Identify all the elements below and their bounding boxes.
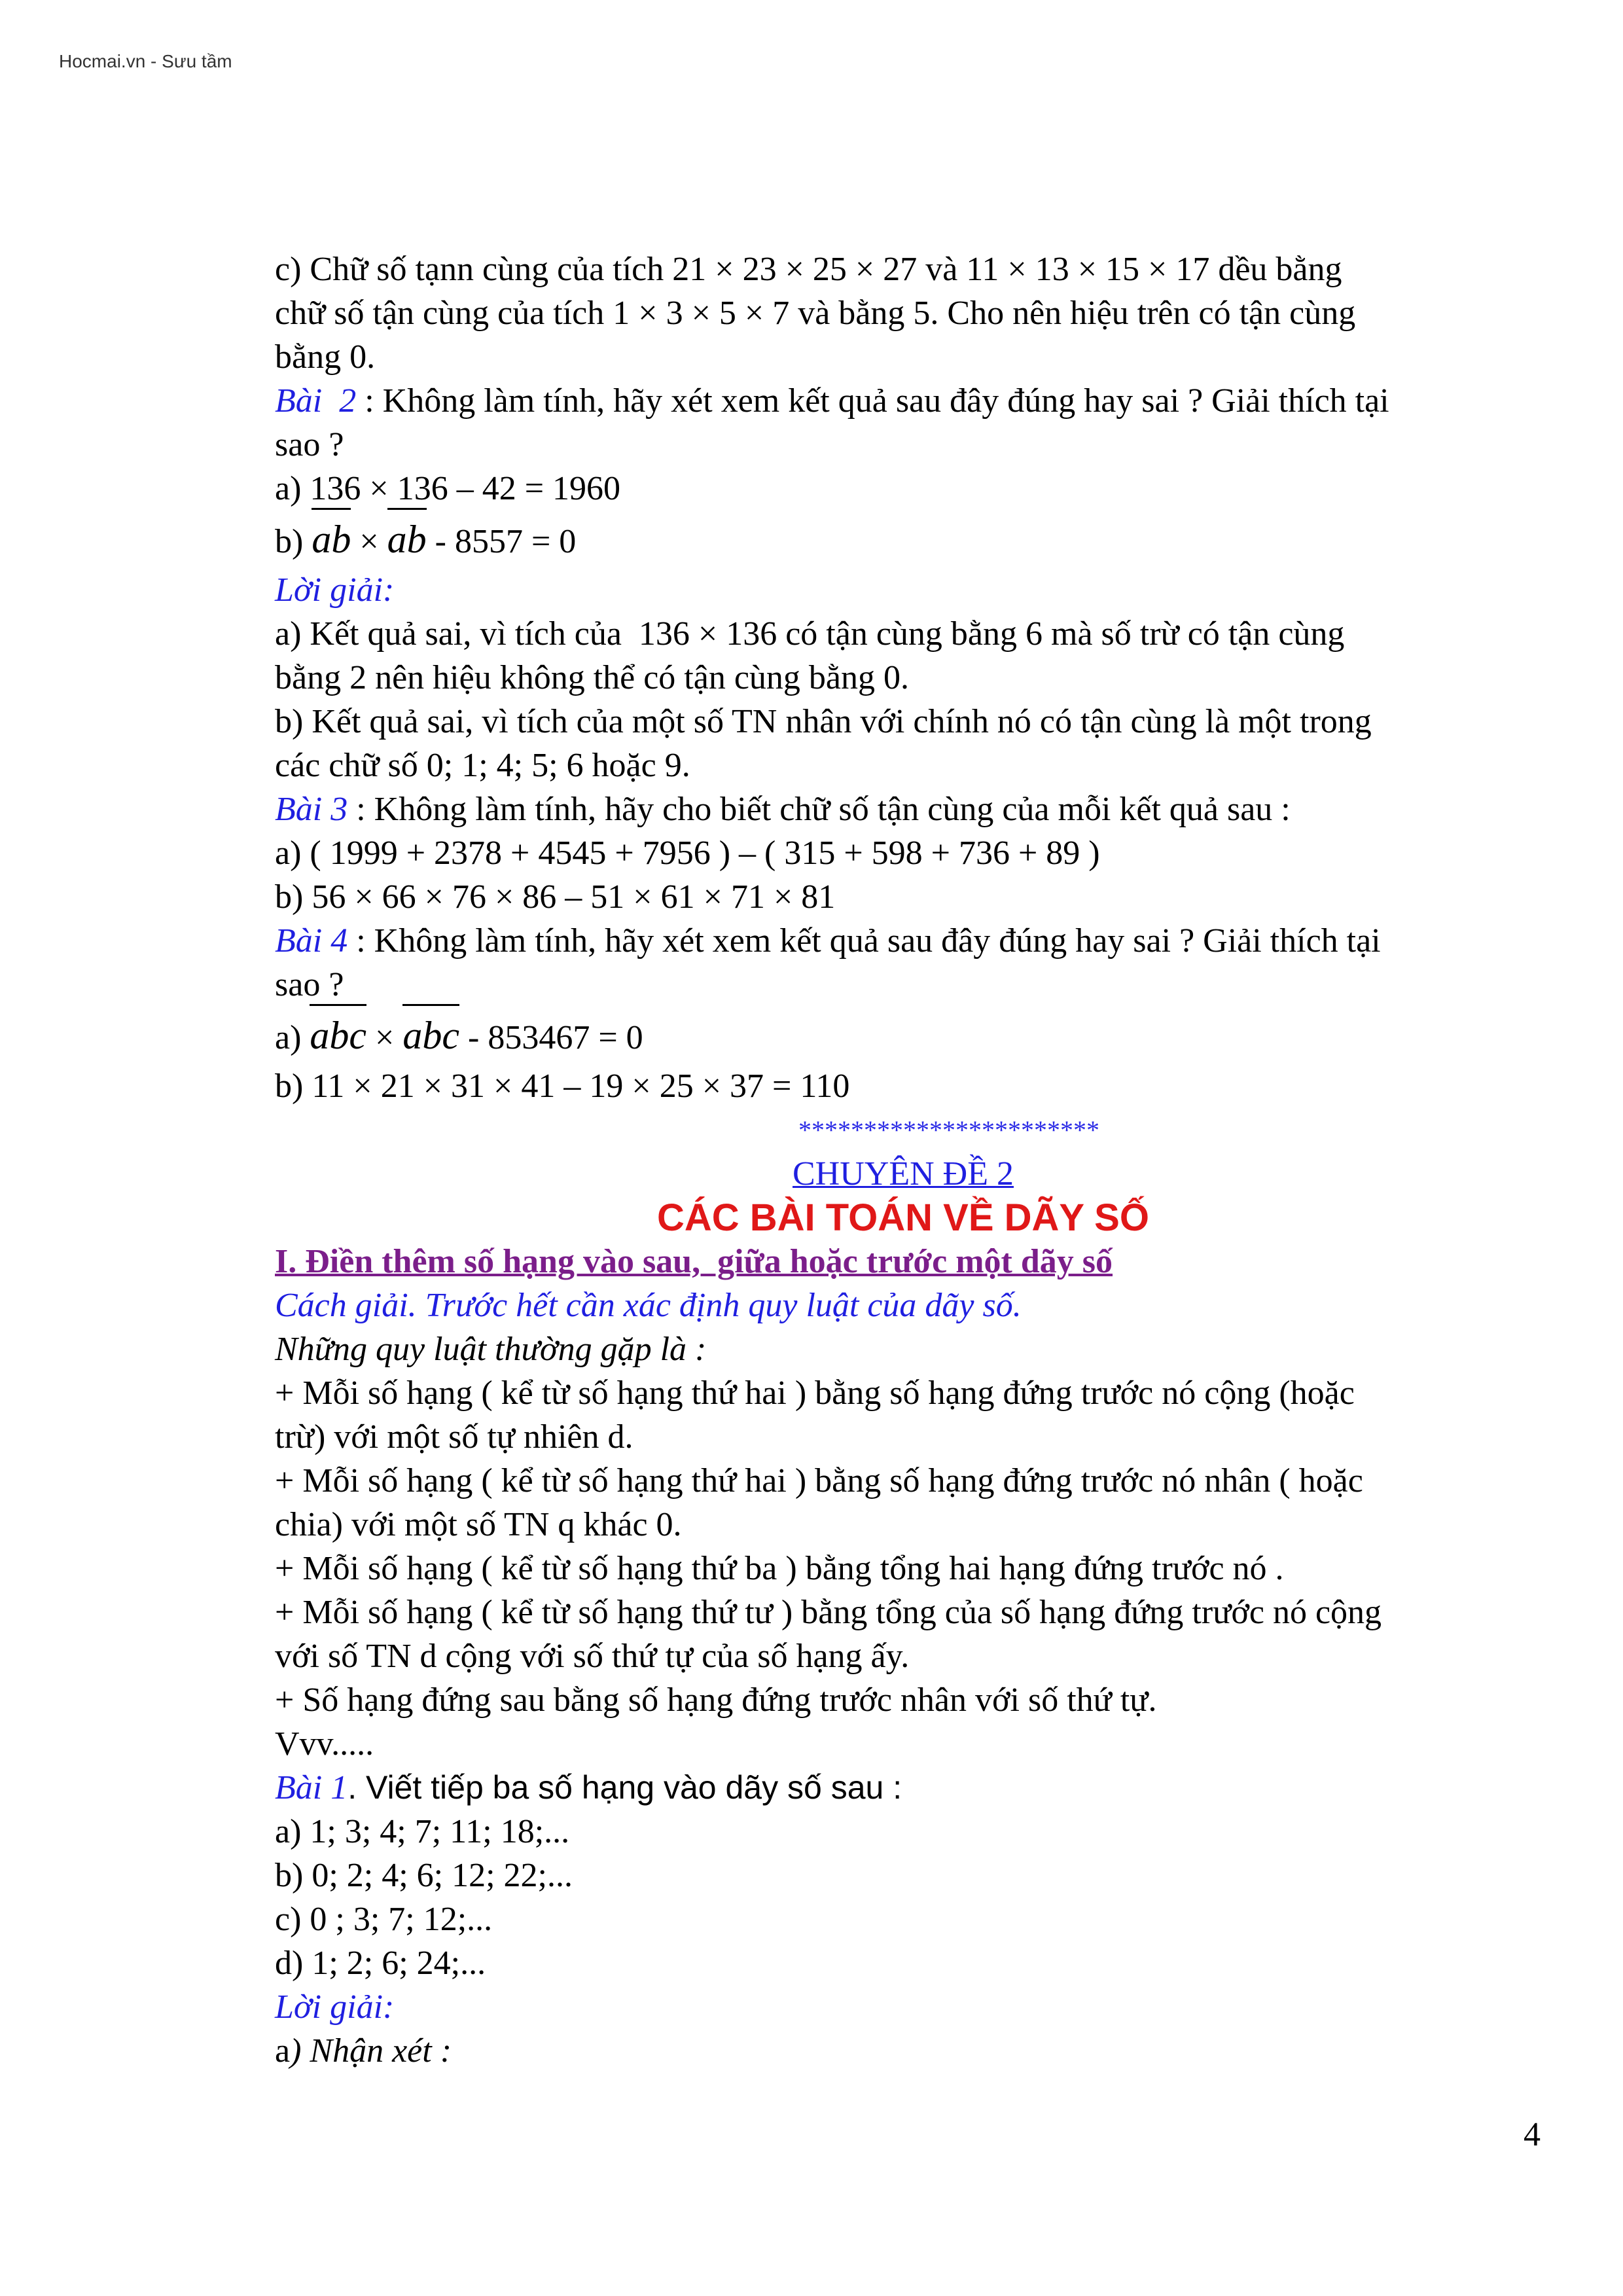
text-line: bằng 2 nên hiệu không thể có tận cùng bằng 0. bbox=[275, 659, 909, 696]
sequence-line: b) 0; 2; 4; 6; 12; 22;... bbox=[275, 1857, 573, 1894]
overlined-variable: ab bbox=[312, 511, 351, 565]
colon: : bbox=[383, 571, 395, 609]
exercise-text: : Không làm tính, hãy xét xem kết quả sau đây đúng hay sai ? Giải thích tại bbox=[365, 382, 1389, 420]
equation-line bbox=[275, 1007, 1531, 1064]
overlined-variable: ab bbox=[387, 511, 427, 565]
overlined-variable: abc bbox=[402, 1007, 459, 1062]
rule-line: + Mỗi số hạng ( kể từ số hạng thứ hai ) bằng số hạng đứng trước nó nhân ( hoặc bbox=[275, 1462, 1363, 1499]
equation-line: a) 136 × 136 – 42 = 1960 bbox=[275, 470, 621, 507]
exercise-text: . Viết tiếp ba số hạng vào dãy số sau : bbox=[348, 1769, 902, 1806]
text-line: chữ số tận cùng của tích 1 × 3 × 5 × 7 và bằng 5. Cho nên hiệu trên có tận cùng bbox=[275, 295, 1356, 332]
exercise-3-title bbox=[275, 787, 1531, 831]
exercise-text: : Không làm tính, hãy xét xem kết quả sau đây đúng hay sai ? Giải thích tại bbox=[348, 922, 1381, 960]
page-number: 4 bbox=[1524, 2116, 1541, 2153]
sequence-line: d) 1; 2; 6; 24;... bbox=[275, 1945, 486, 1982]
equation-line: a) ( 1999 + 2378 + 4545 + 7956 ) – ( 315 + 598 + 736 + 89 ) bbox=[275, 834, 1100, 872]
remark-line bbox=[275, 2029, 1531, 2073]
chapter-heading: CÁC BÀI TOÁN VỀ DÃY SỐ bbox=[657, 1196, 1149, 1239]
rule-line: với số TN d cộng với số thứ tự của số hạng ấy. bbox=[275, 1638, 910, 1675]
separator-stars: *********************** bbox=[798, 1115, 1099, 1145]
exercise-label: Bài 2 bbox=[275, 382, 365, 420]
exercise-label: Bài 4 bbox=[275, 922, 348, 960]
method-label: Cách giải bbox=[275, 1287, 408, 1324]
exercise-text: : Không làm tính, hãy cho biết chữ số tận cùng của mỗi kết quả sau : bbox=[348, 791, 1291, 828]
chapter-label: CHUYÊN ĐỀ 2 bbox=[793, 1155, 1014, 1193]
section-title: I. Điền thêm số hạng vào sau, giữa hoặc trước một dãy số bbox=[275, 1243, 1113, 1280]
eq-prefix: a) bbox=[275, 1019, 310, 1056]
section-title-line bbox=[275, 1240, 1531, 1283]
rule-line: chia) với một số TN q khác 0. bbox=[275, 1506, 682, 1543]
method-line bbox=[275, 1283, 1531, 1327]
times-sign: × bbox=[351, 523, 387, 560]
solution-label-text: Lời giải bbox=[275, 1988, 383, 2026]
equation-line bbox=[275, 511, 1531, 568]
equation-line: b) 56 × 66 × 76 × 86 – 51 × 61 × 71 × 81 bbox=[275, 878, 836, 916]
method-text: . Trước hết cần xác định quy luật của dãy số. bbox=[408, 1287, 1022, 1324]
document-body bbox=[275, 247, 1531, 2073]
rule-line: + Mỗi số hạng ( kể từ số hạng thứ hai ) bằng số hạng đứng trước nó cộng (hoặc bbox=[275, 1374, 1355, 1412]
text-line: a) Kết quả sai, vì tích của 136 × 136 có tận cùng bằng 6 mà số trừ có tận cùng bbox=[275, 615, 1345, 653]
sequence-line: c) 0 ; 3; 7; 12;... bbox=[275, 1901, 493, 1938]
eq-prefix: b) bbox=[275, 523, 312, 560]
overlined-variable: abc bbox=[310, 1007, 366, 1062]
times-sign: × bbox=[366, 1019, 403, 1056]
remark-text: ) Nhận xét : bbox=[290, 2032, 452, 2070]
text-line: Những quy luật thường gặp là : bbox=[275, 1331, 707, 1368]
exercise-2-title bbox=[275, 379, 1531, 423]
remark-prefix: a bbox=[275, 2032, 291, 2070]
text-line: các chữ số 0; 1; 4; 5; 6 hoặc 9. bbox=[275, 747, 690, 784]
solution-label bbox=[275, 1985, 1531, 2029]
rule-line: Vvv..... bbox=[275, 1725, 374, 1763]
solution-label bbox=[275, 568, 1531, 612]
exercise-4-title bbox=[275, 919, 1531, 963]
eq-suffix: - 853467 = 0 bbox=[459, 1019, 643, 1056]
text-line: c) Chữ số tạnn cùng của tích 21 × 23 × 25 × 27 và 11 × 13 × 15 × 17 dều bằng bbox=[275, 251, 1342, 288]
exercise-label: Bài 3 bbox=[275, 791, 348, 828]
colon: : bbox=[383, 1988, 395, 2026]
text-line: b) Kết quả sai, vì tích của một số TN nhân với chính nó có tận cùng là một trong bbox=[275, 703, 1372, 740]
rule-line: trừ) với một số tự nhiên d. bbox=[275, 1418, 633, 1456]
eq-suffix: - 8557 = 0 bbox=[426, 523, 577, 560]
source-header: Hocmai.vn - Sưu tầm bbox=[59, 51, 232, 71]
exercise-label: Bài 1 bbox=[275, 1769, 348, 1806]
rule-line: + Mỗi số hạng ( kể từ số hạng thứ ba ) bằng tổng hai hạng đứng trước nó . bbox=[275, 1550, 1284, 1587]
exercise-1-title bbox=[275, 1766, 1531, 1810]
equation-line: b) 11 × 21 × 31 × 41 – 19 × 25 × 37 = 110 bbox=[275, 1067, 850, 1105]
text-line: sao ? bbox=[275, 426, 344, 463]
sequence-line: a) 1; 3; 4; 7; 11; 18;... bbox=[275, 1813, 570, 1850]
text-line: bằng 0. bbox=[275, 338, 376, 376]
solution-label-text: Lời giải bbox=[275, 571, 383, 609]
rule-line: + Số hạng đứng sau bằng số hạng đứng trước nhân với số thứ tự. bbox=[275, 1681, 1157, 1719]
rule-line: + Mỗi số hạng ( kể từ số hạng thứ tư ) bằng tổng của số hạng đứng trước nó cộng bbox=[275, 1594, 1382, 1631]
text-line: sao ? bbox=[275, 966, 344, 1003]
